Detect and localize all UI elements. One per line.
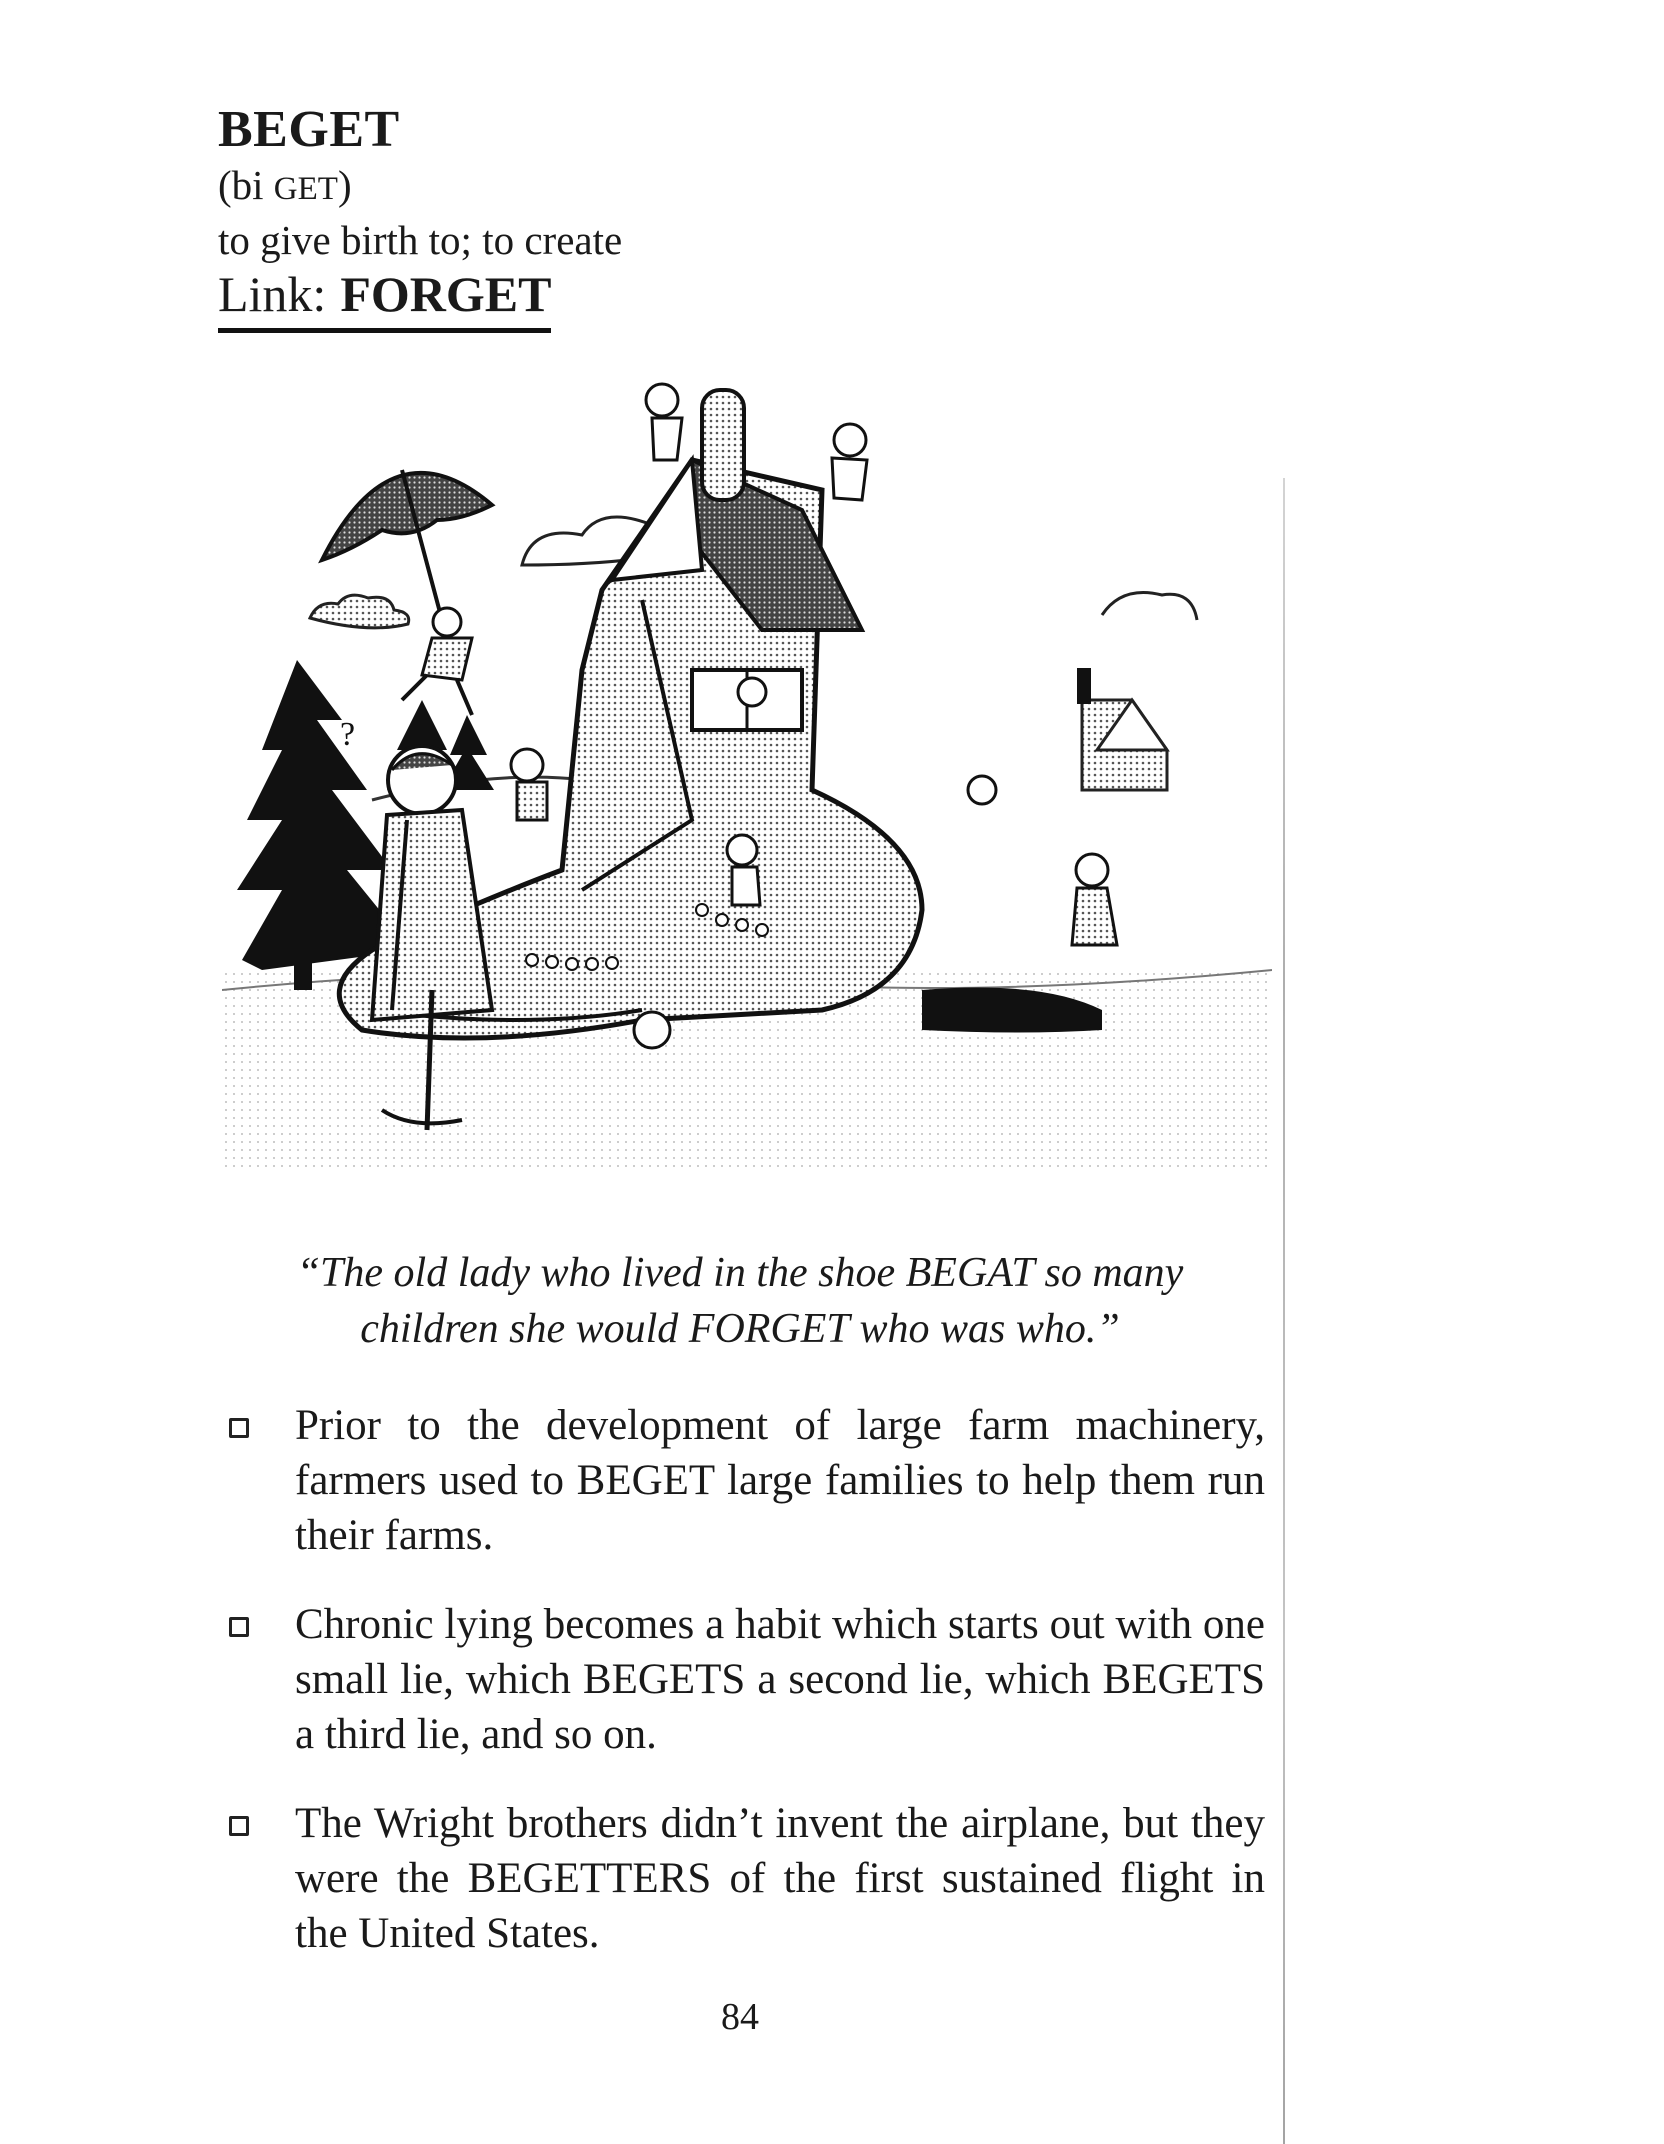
old-woman-in-shoe-illustration [222, 370, 1272, 1230]
checkbox-icon[interactable] [229, 1816, 249, 1836]
link-word: FORGET [340, 266, 552, 322]
link-line [218, 266, 551, 333]
pronunciation-prefix: (bi [218, 162, 274, 208]
pronunciation [218, 160, 818, 214]
example-item [225, 1796, 1265, 1961]
page-number: 84 [721, 1996, 759, 2038]
page-edge-line [1283, 478, 1285, 2144]
example-item [225, 1597, 1265, 1762]
checkbox-icon[interactable] [229, 1418, 249, 1438]
headword: BEGET [218, 101, 400, 158]
pronunciation-stressed: GET [273, 171, 338, 207]
example-text: Prior to the development of large farm machinery, farmers used to BEGET large families to help them run their farms. [295, 1402, 1265, 1559]
link-label: Link: [218, 266, 327, 322]
checkbox-icon[interactable] [229, 1617, 249, 1637]
pronunciation-suffix: ) [337, 162, 352, 208]
example-text: Chronic lying becomes a habit which starts out with one small lie, which BEGETS a second lie, which BEGETS a third lie, and so on. [295, 1601, 1265, 1758]
example-item [225, 1398, 1265, 1563]
umbrella-girl [322, 470, 492, 715]
example-sentences [225, 1398, 1265, 1995]
caption-line-1: “The old lady who lived in the shoe BEGAT so many [296, 1250, 1184, 1296]
caption-line-2: children she would FORGET who was who.” [360, 1306, 1120, 1352]
example-text: The Wright brothers didn’t invent the airplane, but they were the BEGETTERS of the first sustained flight in the United States. [295, 1800, 1265, 1957]
distant-house [1077, 668, 1167, 790]
cloud-right [1102, 593, 1197, 621]
illustration-caption [230, 1245, 1250, 1357]
definition: to give birth to; to create [218, 217, 623, 263]
cloud-left [310, 595, 409, 628]
entry-header [218, 100, 818, 333]
svg-text:?: ? [340, 716, 356, 753]
